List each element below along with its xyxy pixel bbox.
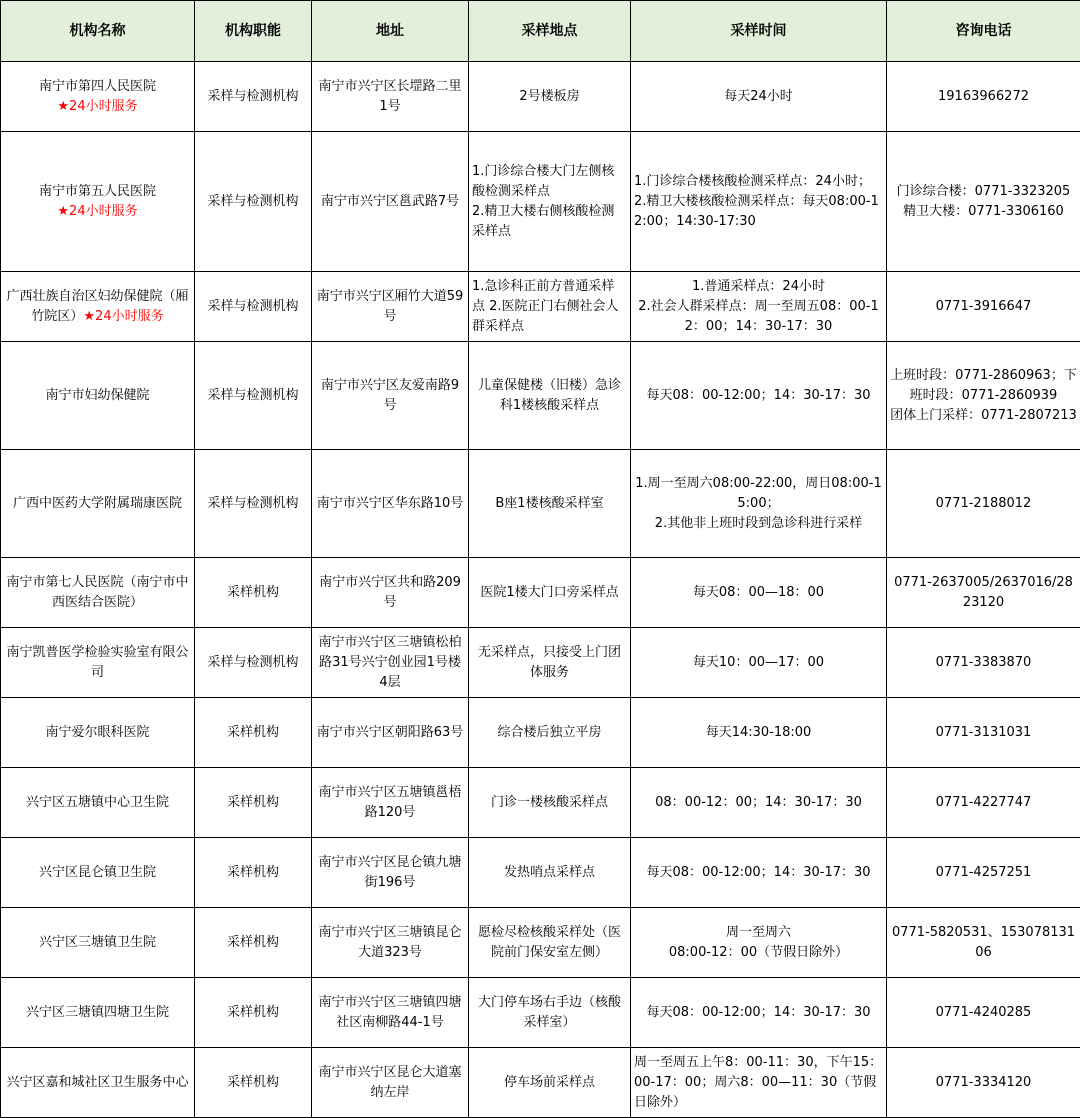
- cell-function: 采样与检测机构: [195, 132, 312, 272]
- cell-function: 采样机构: [195, 908, 312, 978]
- cell-address: 南宁市兴宁区邕武路7号: [312, 132, 469, 272]
- table-row: [1, 558, 1080, 628]
- table-row: [1, 908, 1080, 978]
- header-time: 采样时间: [631, 1, 887, 62]
- cell-time: 1.周一至周六08:00-22:00，周日08:00-15:00； 2.其他非上班时段到急诊科进行采样: [631, 450, 887, 558]
- institution-name: 南宁市妇幼保健院: [45, 388, 149, 403]
- cell-phone: 0771-3916647: [887, 272, 1080, 342]
- cell-function: 采样与检测机构: [195, 342, 312, 450]
- cell-site: 停车场前采样点: [469, 1048, 631, 1118]
- cell-time: 08：00-12：00；14：30-17：30: [631, 768, 887, 838]
- cell-site: 儿童保健楼（旧楼）急诊科1楼核酸采样点: [469, 342, 631, 450]
- service-badge: ★24小时服务: [57, 99, 137, 114]
- cell-address: 南宁市兴宁区昆仑大道塞纳左岸: [312, 1048, 469, 1118]
- cell-site: 1.门诊综合楼大门左侧核酸检测采样点 2.精卫大楼右侧核酸检测采样点: [469, 132, 631, 272]
- cell-address: 南宁市兴宁区共和路209号: [312, 558, 469, 628]
- table-row: [1, 978, 1080, 1048]
- cell-site: 1.急诊科正前方普通采样点 2.医院正门右侧社会人群采样点: [469, 272, 631, 342]
- cell-phone: 上班时段：0771-2860963；下班时段：0771-2860939 团体上门采样：0771-2807213: [887, 342, 1080, 450]
- header-address: 地址: [312, 1, 469, 62]
- cell-site: 门诊一楼核酸采样点: [469, 768, 631, 838]
- header-name: 机构名称: [1, 1, 195, 62]
- table-row: [1, 838, 1080, 908]
- cell-phone: 0771-3383870: [887, 628, 1080, 698]
- cell-phone: 0771-2637005/2637016/2823120: [887, 558, 1080, 628]
- institution-name: 兴宁区嘉和城社区卫生服务中心: [6, 1075, 188, 1090]
- table-row: [1, 272, 1080, 342]
- cell-site: 发热哨点采样点: [469, 838, 631, 908]
- institution-name: 南宁市第七人民医院（南宁市中西医结合医院）: [6, 575, 188, 610]
- cell-address: 南宁市兴宁区昆仑镇九塘街196号: [312, 838, 469, 908]
- cell-time: 周一至周五上午8：00-11：30，下午15：00-17：00；周六8：00—11：30（节假日除外）: [631, 1048, 887, 1118]
- cell-site: 大门停车场右手边（核酸采样室）: [469, 978, 631, 1048]
- cell-function: 采样机构: [195, 1048, 312, 1118]
- header-phone: 咨询电话: [887, 1, 1080, 62]
- cell-name: [1, 628, 195, 698]
- cell-name: [1, 1048, 195, 1118]
- cell-name: [1, 908, 195, 978]
- institution-name: 南宁爱尔眼科医院: [45, 725, 149, 740]
- cell-address: 南宁市兴宁区厢竹大道59号: [312, 272, 469, 342]
- institution-name: 兴宁区三塘镇卫生院: [39, 935, 156, 950]
- cell-time: 每天08：00-12:00；14：30-17：30: [631, 838, 887, 908]
- cell-phone: 0771-4227747: [887, 768, 1080, 838]
- cell-address: 南宁市兴宁区朝阳路63号: [312, 698, 469, 768]
- cell-site: 医院1楼大门口旁采样点: [469, 558, 631, 628]
- cell-address: 南宁市兴宁区三塘镇昆仑大道323号: [312, 908, 469, 978]
- cell-site: B座1楼核酸采样室: [469, 450, 631, 558]
- cell-name: [1, 272, 195, 342]
- cell-name: [1, 558, 195, 628]
- cell-name: [1, 342, 195, 450]
- cell-function: 采样机构: [195, 768, 312, 838]
- service-badge: ★24小时服务: [83, 309, 163, 324]
- cell-site: 愿检尽检核酸采样处（医院前门保安室左侧）: [469, 908, 631, 978]
- cell-phone: 门诊综合楼：0771-3323205 精卫大楼：0771-3306160: [887, 132, 1080, 272]
- cell-name: [1, 838, 195, 908]
- institution-name: 南宁市第五人民医院: [39, 184, 156, 199]
- cell-phone: 0771-4240285: [887, 978, 1080, 1048]
- cell-time: 1.门诊综合楼核酸检测采样点：24小时； 2.精卫大楼核酸检测采样点：每天08:00-12:00；14:30-17:30: [631, 132, 887, 272]
- institution-name: 兴宁区昆仑镇卫生院: [39, 865, 156, 880]
- cell-name: [1, 698, 195, 768]
- cell-phone: 0771-3131031: [887, 698, 1080, 768]
- cell-site: 无采样点，只接受上门团体服务: [469, 628, 631, 698]
- cell-time: 每天08：00-12:00；14：30-17：30: [631, 978, 887, 1048]
- cell-function: 采样与检测机构: [195, 272, 312, 342]
- cell-address: 南宁市兴宁区三塘镇松柏路31号兴宁创业园1号楼4层: [312, 628, 469, 698]
- cell-name: [1, 62, 195, 132]
- cell-time: 周一至周六 08:00-12：00（节假日除外）: [631, 908, 887, 978]
- cell-function: 采样机构: [195, 838, 312, 908]
- institution-name: 兴宁区五塘镇中心卫生院: [26, 795, 169, 810]
- institution-name: 兴宁区三塘镇四塘卫生院: [26, 1005, 169, 1020]
- table-row: [1, 698, 1080, 768]
- cell-name: [1, 132, 195, 272]
- cell-name: [1, 768, 195, 838]
- header-row: [1, 1, 1080, 62]
- cell-time: 每天08：00—18：00: [631, 558, 887, 628]
- header-function: 机构职能: [195, 1, 312, 62]
- cell-name: [1, 978, 195, 1048]
- institution-name: 南宁市第四人民医院: [39, 79, 156, 94]
- cell-time: 每天14:30-18:00: [631, 698, 887, 768]
- cell-function: 采样机构: [195, 978, 312, 1048]
- cell-name: [1, 450, 195, 558]
- table-row: [1, 1048, 1080, 1118]
- cell-time: 每天24小时: [631, 62, 887, 132]
- cell-phone: 0771-3334120: [887, 1048, 1080, 1118]
- table-row: [1, 342, 1080, 450]
- table-row: [1, 132, 1080, 272]
- cell-address: 南宁市兴宁区五塘镇邕梧路120号: [312, 768, 469, 838]
- cell-time: 每天08：00-12:00；14：30-17：30: [631, 342, 887, 450]
- cell-function: 采样机构: [195, 558, 312, 628]
- cell-time: 1.普通采样点：24小时 2.社会人群采样点：周一至周五08：00-12：00；14：30-17：30: [631, 272, 887, 342]
- cell-function: 采样与检测机构: [195, 62, 312, 132]
- cell-phone: 0771-2188012: [887, 450, 1080, 558]
- header-site: 采样地点: [469, 1, 631, 62]
- cell-function: 采样机构: [195, 698, 312, 768]
- service-badge: ★24小时服务: [57, 204, 137, 219]
- cell-phone: 0771-4257251: [887, 838, 1080, 908]
- cell-address: 南宁市兴宁区三塘镇四塘社区南柳路44-1号: [312, 978, 469, 1048]
- cell-phone: 0771-5820531、15307813106: [887, 908, 1080, 978]
- table-row: [1, 628, 1080, 698]
- cell-address: 南宁市兴宁区友爱南路9号: [312, 342, 469, 450]
- cell-site: 综合楼后独立平房: [469, 698, 631, 768]
- cell-site: 2号楼板房: [469, 62, 631, 132]
- cell-address: 南宁市兴宁区华东路10号: [312, 450, 469, 558]
- table-row: [1, 62, 1080, 132]
- institution-name: 南宁凯普医学检验实验室有限公司: [6, 645, 188, 680]
- institution-name: 广西壮族自治区妇幼保健院（厢竹院区）: [6, 289, 188, 324]
- cell-phone: 19163966272: [887, 62, 1080, 132]
- table-row: [1, 450, 1080, 558]
- cell-function: 采样与检测机构: [195, 450, 312, 558]
- institution-name: 广西中医药大学附属瑞康医院: [13, 496, 182, 511]
- table-row: [1, 768, 1080, 838]
- cell-address: 南宁市兴宁区长堽路二里1号: [312, 62, 469, 132]
- cell-function: 采样与检测机构: [195, 628, 312, 698]
- cell-time: 每天10：00—17：00: [631, 628, 887, 698]
